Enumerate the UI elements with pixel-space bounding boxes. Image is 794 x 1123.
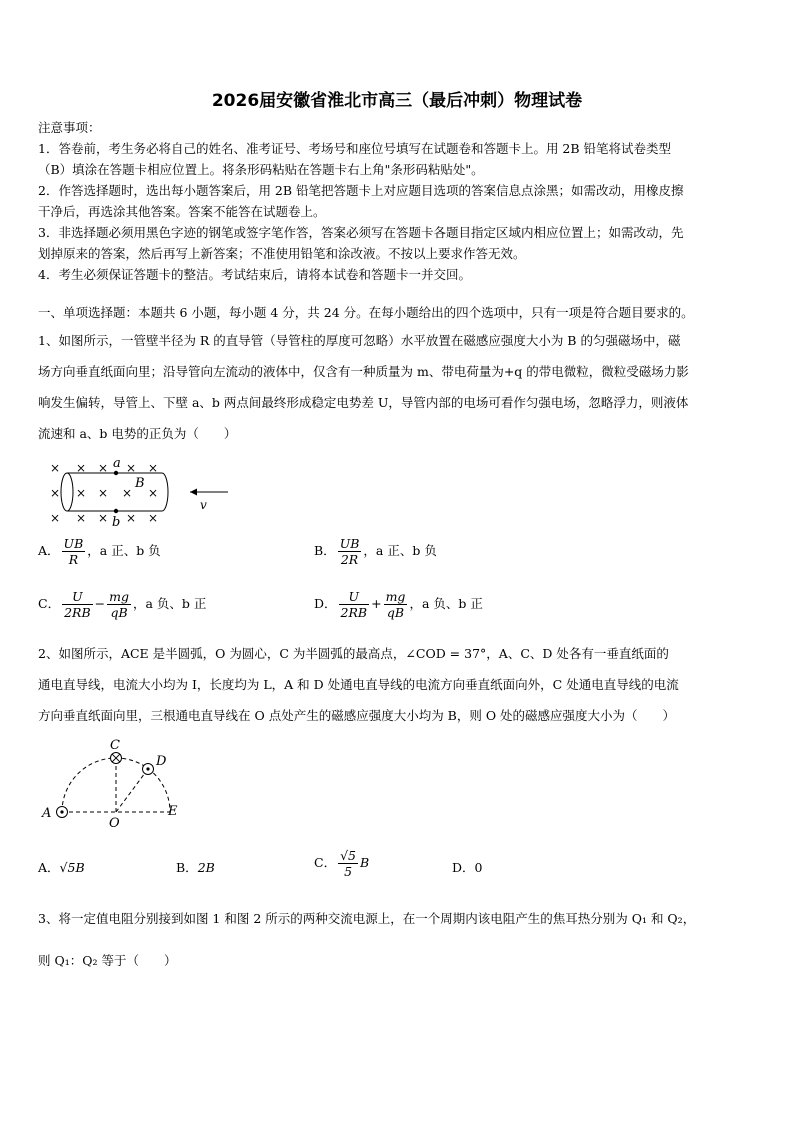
q1-stem-line: 1、如图所示，一管壁半径为 R 的直导管（导管柱的厚度可忽略）水平放置在磁感应强度大小为 B 的匀强磁场中，磁 (38, 333, 681, 348)
point-a (114, 471, 118, 475)
label-b: b (112, 515, 121, 530)
notice-heading: 注意事项： (38, 120, 101, 135)
label-a: a (113, 456, 121, 471)
label-O: O (109, 816, 120, 831)
q2-arc-figure (38, 735, 188, 830)
field-cross: × (122, 486, 133, 500)
notice-line: 1．答卷前，考生务必将自己的姓名、准考证号、考场号和座位号填写在试题卷和答题卡上。用 2B 铅笔将试卷类型 (38, 141, 672, 156)
field-cross: × (126, 511, 137, 525)
pipe-end (61, 473, 73, 511)
q1-stem-line: 场方向垂直纸面向里；沿导管向左流动的液体中，仅含有一种质量为 m、带电荷量为+q 的带电微粒，微粒受磁场力影 (38, 364, 689, 379)
notice-line: （B）填涂在答题卡相应位置上。将条形码粘贴在答题卡右上角"条形码粘贴处"。 (38, 162, 484, 177)
field-cross: × (98, 511, 109, 525)
q1-stem-line: 流速和 a、b 电势的正负为（ ） (38, 426, 237, 441)
notice-line: 划掉原来的答案，然后再写上新答案；不准使用铅笔和涂改液。不按以上要求作答无效。 (38, 246, 526, 261)
q1-pipe-figure (40, 455, 240, 530)
field-cross: × (98, 461, 109, 475)
exam-title: 2026届安徽省淮北市高三（最后冲刺）物理试卷 (211, 91, 583, 111)
field-cross: × (126, 461, 137, 475)
notice-line: 干净后，再选涂其他答案。答案不能答在试题卷上。 (38, 204, 326, 219)
label-E: E (168, 804, 178, 819)
arrow-head (190, 489, 197, 496)
q3-stem-line: 则 Q₁：Q₂ 等于（ ） (38, 953, 177, 968)
radius-OD (116, 769, 148, 812)
field-cross: × (76, 486, 87, 500)
q1-option-b[interactable]: B． $\frac{UB}{2R}$ ，a 正、b 负 (314, 536, 437, 567)
q3-stem-line: 3、将一定值电阻分别接到如图 1 和图 2 所示的两种交流电源上，在一个周期内该电阻产生的焦耳热分别为 Q₁ 和 Q₂， (38, 911, 696, 926)
notice-line: 3．非选择题必须用黑色字迹的钢笔或签字笔作答，答案必须写在答题卡各题目指定区域内相应位置上；如需改动，先 (38, 225, 684, 240)
notice-line: 2．作答选择题时，选出每小题答案后，用 2B 铅笔把答题卡上对应题目选项的答案信息点涂黑；如需改动，用橡皮擦 (38, 183, 684, 198)
field-cross: × (76, 461, 87, 475)
q1-stem-line: 响发生偏转，导管上、下壁 a、b 两点间最终形成稳定电势差 U，导管内部的电场可看作匀强电场，忽略浮力，则液体 (38, 395, 689, 410)
q2-option-c[interactable]: C． $\frac{√5}{5}$ B (314, 848, 370, 879)
field-cross: × (50, 461, 61, 475)
field-cross: × (148, 511, 159, 525)
q2-stem-line: 方向垂直纸面向里，三根通电直导线在 O 点处产生的磁感应强度大小均为 B，则 O 处的磁感应强度大小为（ ） (38, 708, 676, 723)
label-D: D (156, 754, 167, 769)
q2-stem-line: 通电直导线，电流大小均为 I，长度均为 L，A 和 D 处通电直导线的电流方向垂直纸面向外，C 处通电直导线的电流 (38, 677, 679, 692)
field-cross: × (76, 511, 87, 525)
field-cross: × (50, 511, 61, 525)
q2-option-b[interactable]: B．2B (176, 860, 215, 875)
q2-option-a[interactable]: A．√5B (38, 860, 85, 875)
q1-option-d[interactable]: D． $\frac{U}{2RB}$ + $\frac{mg}{qB}$ ，a 负、b 正 (314, 589, 483, 620)
label-C: C (110, 738, 120, 753)
label-v: v (200, 498, 207, 512)
q1-option-c[interactable]: C． $\frac{U}{2RB}$ − $\frac{mg}{qB}$ ，a 负、b 正 (38, 589, 207, 620)
q2-stem-line: 2、如图所示，ACE 是半圆弧，O 为圆心，C 为半圆弧的最高点，∠COD = 37°，A、C、D 处各有一垂直纸面的 (38, 646, 669, 661)
section-heading: 一、单项选择题：本题共 6 小题，每小题 4 分，共 24 分。在每小题给出的四个选项中，只有一项是符合题目要求的。 (38, 305, 694, 320)
q1-option-a[interactable]: A． $\frac{UB}{R}$ ，a 正、b 负 (38, 536, 161, 567)
field-cross: × (148, 486, 159, 500)
notice-line: 4．考生必须保证答题卡的整洁。考试结束后，请将本试卷和答题卡一并交回。 (38, 267, 471, 282)
label-A: A (42, 806, 52, 821)
q2-option-d[interactable]: D．0 (452, 860, 483, 875)
field-cross: × (50, 486, 61, 500)
point-b (114, 509, 118, 513)
label-B: B (135, 476, 145, 491)
field-cross: × (98, 486, 109, 500)
field-cross: × (148, 461, 159, 475)
